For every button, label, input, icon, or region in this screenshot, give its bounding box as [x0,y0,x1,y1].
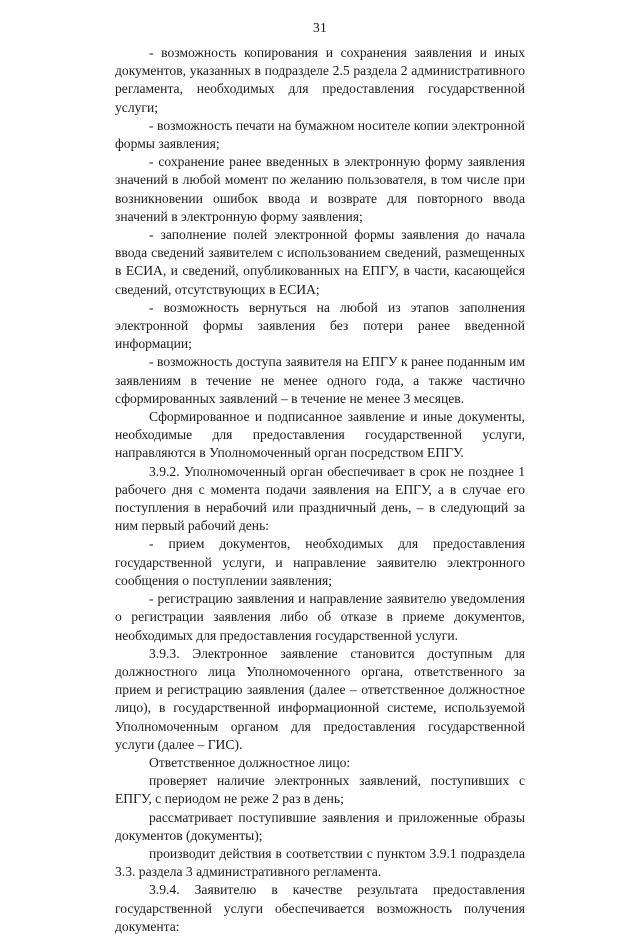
paragraph-official-heading: Ответственное должностное лицо: [149,754,351,770]
paragraph-autofill: - заполнение полей электронной формы заявления до начала ввода сведений заявителем с использованием сведений, размещенных в ЕСИА, и сведений, опубликованных на ЕПГУ, в части, касающейся сведений, отсутствующих в ЕСИА; [115,227,525,297]
paragraph-access-history: - возможность доступа заявителя на ЕПГУ к ранее поданным им заявлениям в течение не менее одного года, а также частично сформированных заявлений – в течение не менее 3 месяцев. [115,354,525,406]
paragraph-registration: - регистрацию заявления и направление заявителю уведомления о регистрации заявления либо об отказе в приеме документов, необходимых для предоставления государственной услуги. [115,591,525,643]
paragraph-receipt: - прием документов, необходимых для предоставления государственной услуги, и направление заявителю электронного сообщения о поступлении заявления; [115,536,525,588]
page-body [115,44,525,936]
paragraph-reviews: рассматривает поступившие заявления и приложенные образы документов (документы); [115,809,525,843]
paragraph-checks: проверяет наличие электронных заявлений, поступивших с ЕПГУ, с периодом не реже 2 раз в день; [115,773,525,807]
paragraph-3-9-4: 3.9.4. Заявителю в качестве результата предоставления государственной услуги обеспечивается возможность получения документа: [115,882,525,934]
paragraph-3-9-3: 3.9.3. Электронное заявление становится доступным для должностного лица Уполномоченного органа, ответственного за прием и регистрацию заявления (далее – ответственное должностное лицо), в государственной информационной системе, используемой Уполномоченным органом для предоставления государственной услуги (далее – ГИС). [115,645,525,752]
paragraph-submission: Сформированное и подписанное заявление и иные документы, необходимые для предоставления государственной услуги, направляются в Уполномоченный орган посредством ЕПГУ. [115,409,525,461]
page-number: 31 [313,20,327,35]
paragraph-print: - возможность печати на бумажном носителе копии электронной формы заявления; [115,117,525,152]
paragraph-save-values: - сохранение ранее введенных в электронную форму заявления значений в любой момент по желанию пользователя, в том числе при возникновении ошибок ввода и возврате для повторного ввода значений в электронную форму заявления; [115,154,525,224]
paragraph-return-step: - возможность вернуться на любой из этапов заполнения электронной формы заявления без потери ранее введенной информации; [115,299,525,352]
paragraph-3-9-2: 3.9.2. Уполномоченный орган обеспечивает в срок не позднее 1 рабочего дня с момента подачи заявления на ЕПГУ, а в случае его поступления в нерабочий или праздничный день, – в следующий за ним первый рабочий день: [115,463,525,534]
paragraph-actions: производит действия в соответствии с пунктом 3.9.1 подраздела 3.3. раздела 3 административного регламента. [115,845,525,880]
paragraph-copy-save: - возможность копирования и сохранения заявления и иных документов, указанных в подразделе 2.5 раздела 2 административного регламента, необходимых для предоставления государственной услуги; [115,45,525,115]
